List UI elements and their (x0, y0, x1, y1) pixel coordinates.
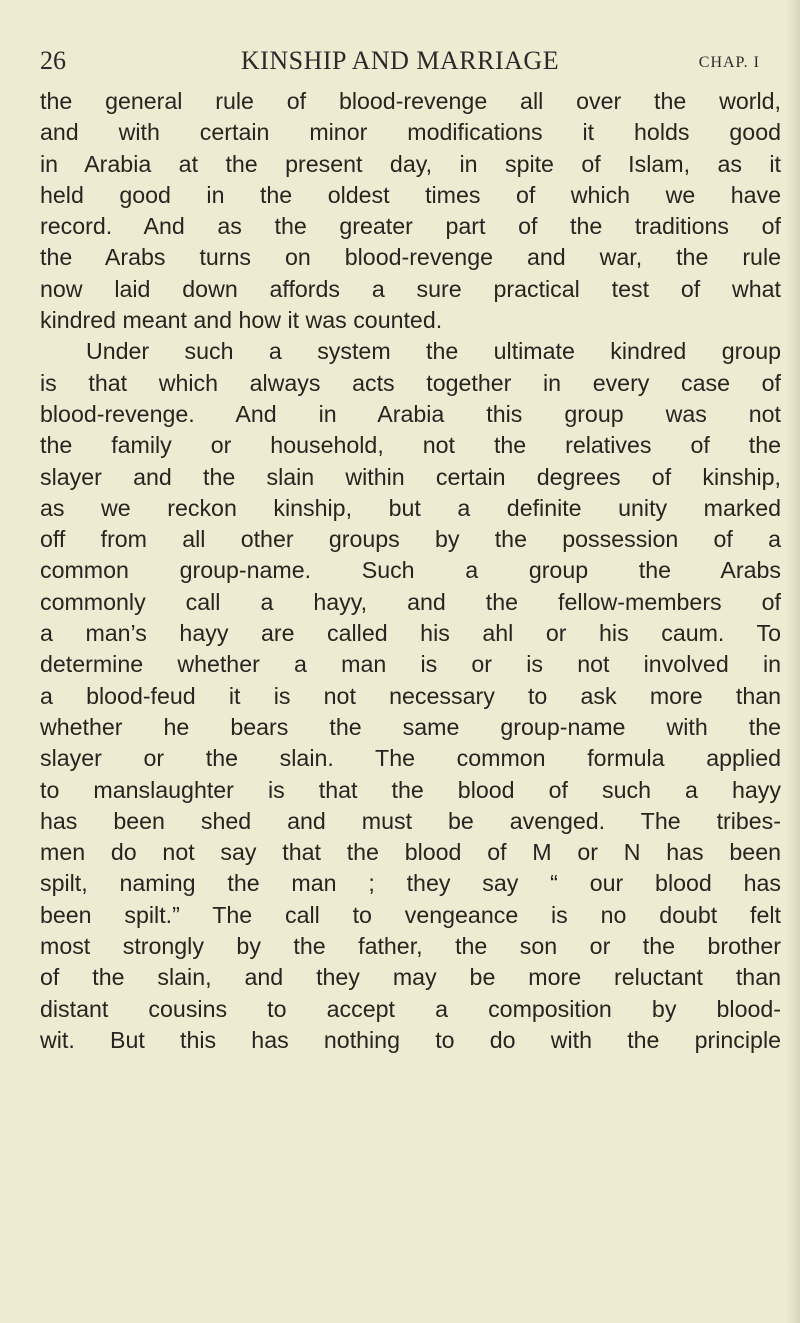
text-line: the family or household, not the relatives of the (40, 432, 781, 459)
text-line: most strongly by the father, the son or the brother (40, 933, 781, 960)
text-line: record. And as the greater part of the traditions of (40, 213, 781, 240)
text-line: as we reckon kinship, but a definite unity marked (40, 494, 781, 521)
text-line: the general rule of blood-revenge all over the world, (40, 88, 781, 114)
text-line: and with certain minor modifications it holds good (40, 119, 781, 146)
text-line: now laid down affords a sure practical test of what (40, 275, 781, 302)
text-line: is that which always acts together in every case of (40, 369, 781, 396)
text-line: whether he bears the same group-name with the (40, 713, 781, 740)
text-line: kindred meant and how it was counted. (40, 307, 443, 334)
text-line: of the slain, and they may be more reluctant than (40, 964, 781, 991)
text-line: wit. But this has nothing to do with the principle (40, 1026, 781, 1053)
running-title: KINSHIP AND MARRIAGE (240, 46, 560, 75)
text-line: distant cousins to accept a composition by blood- (40, 995, 781, 1022)
text-line: men do not say that the blood of M or N has been (40, 839, 781, 866)
running-head (40, 44, 760, 78)
chapter-label: CHAP. I (698, 54, 760, 71)
text-line: Under such a system the ultimate kindred group (86, 338, 781, 365)
text-line: has been shed and must be avenged. The tribes- (40, 807, 781, 834)
text-line: common group-name. Such a group the Arabs (40, 557, 781, 584)
text-line: held good in the oldest times of which we have (40, 181, 781, 208)
text-line: spilt, naming the man ; they say “ our blood has (40, 870, 781, 897)
page-number: 26 (40, 46, 66, 75)
text-line: been spilt.” The call to vengeance is no doubt felt (40, 901, 781, 928)
text-line: the Arabs turns on blood-revenge and war, the rule (40, 244, 781, 271)
text-line: blood-revenge. And in Arabia this group was not (40, 400, 781, 427)
text-line: commonly call a hayy, and the fellow-members of (40, 588, 781, 615)
text-line: in Arabia at the present day, in spite of Islam, as it (40, 150, 781, 177)
text-line: slayer and the slain within certain degrees of kinship, (40, 463, 781, 490)
text-line: a blood-feud it is not necessary to ask more than (40, 682, 781, 709)
page-edge-shadow (786, 0, 800, 1323)
text-line: determine whether a man is or is not involved in (40, 651, 781, 678)
body-text (40, 86, 781, 1056)
text-line: to manslaughter is that the blood of such a hayy (40, 776, 781, 803)
text-line: slayer or the slain. The common formula applied (40, 745, 781, 772)
text-line: a man’s hayy are called his ahl or his caum. To (40, 620, 781, 647)
text-line: off from all other groups by the possession of a (40, 526, 781, 553)
